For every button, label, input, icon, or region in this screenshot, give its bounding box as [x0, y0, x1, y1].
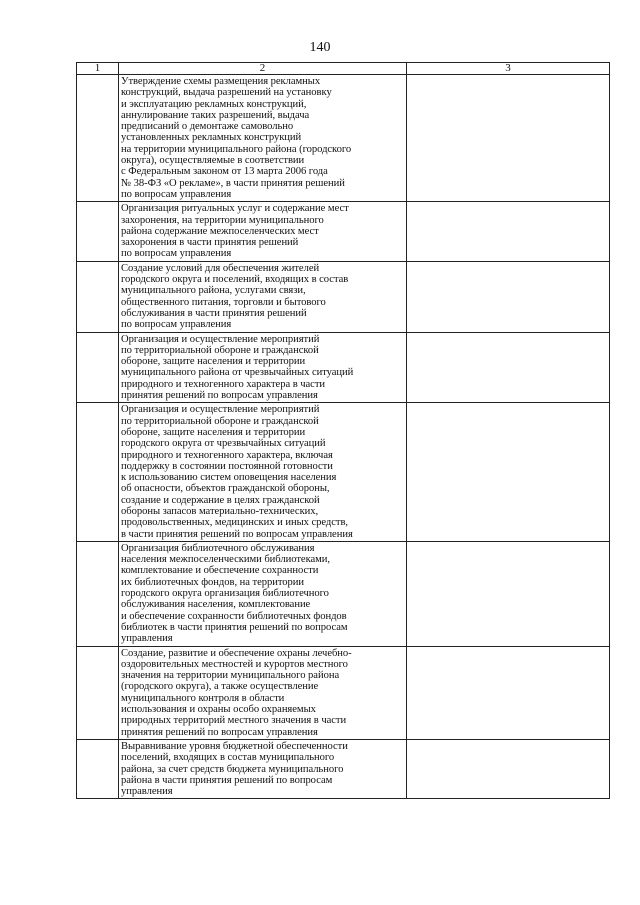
text-line: Выравнивание уровня бюджетной обеспеченности [121, 740, 348, 752]
text-line: района в части принятия решений по вопросам [121, 774, 333, 786]
text-line: Организация и осуществление мероприятий [121, 404, 320, 416]
text-line: обороне, защите населения и территории [121, 426, 306, 438]
table-row [77, 332, 610, 403]
text-line: района содержание межпоселенческих мест [121, 225, 319, 237]
text-line: Создание, развитие и обеспечение охраны лечебно- [121, 647, 352, 659]
text-line: в части принятия решений по вопросам управления [121, 528, 353, 540]
power-description-text [119, 262, 406, 332]
table-row [77, 403, 610, 542]
cell-power-description [119, 202, 407, 261]
text-line: Утверждение схемы размещения рекламных [121, 76, 321, 87]
cell-power-description [119, 332, 407, 403]
column-header-1: 1 [77, 63, 119, 75]
cell-number [77, 332, 119, 403]
text-line: использования и охраны особо охраняемых [121, 704, 316, 716]
text-line: обороне, защите населения и территории [121, 356, 306, 368]
table-row [77, 739, 610, 798]
text-line: городского округа и поселений, входящих в состав [121, 274, 349, 286]
text-line: конструкций, выдача разрешений на установку [121, 87, 332, 99]
cell-power-description [119, 739, 407, 798]
text-line: муниципального района, услугами связи, [121, 285, 306, 297]
text-line: их библиотечных фондов, на территории [121, 576, 305, 588]
text-line: природного и техногенного характера, включая [121, 449, 333, 461]
text-line: с Федеральным законом от 13 марта 2006 года [121, 166, 328, 178]
text-line: создание и содержание в целях гражданской [121, 494, 320, 506]
power-description-text [119, 202, 406, 260]
text-line: № 38-ФЗ «О рекламе», в части принятия решений [121, 177, 345, 189]
cell-number [77, 541, 119, 646]
text-line: установленных рекламных конструкций [121, 132, 302, 144]
text-line: района, за счет средств бюджета муниципального [121, 763, 344, 775]
text-line: обслуживания населения, комплектование [121, 599, 311, 611]
text-line: принятия решений по вопросам управления [121, 726, 318, 738]
text-line: населения межпоселенческими библиотеками, [121, 554, 331, 566]
cell-number [77, 202, 119, 261]
table-row [77, 75, 610, 202]
text-line: продовольственных, медицинских и иных средств, [121, 517, 349, 529]
cell-number [77, 646, 119, 739]
text-line: по территориальной обороне и гражданской [121, 415, 319, 427]
text-line: природных территорий местного значения в части [121, 715, 347, 727]
cell-column-3 [407, 541, 610, 646]
cell-column-3 [407, 261, 610, 332]
text-line: общественного питания, торговли и бытового [121, 296, 326, 308]
table-row [77, 261, 610, 332]
text-line: и обеспечение сохранности библиотечных фондов [121, 610, 347, 622]
table-row [77, 541, 610, 646]
text-line: аннулирование таких разрешений, выдача [121, 109, 310, 121]
text-line: библиотек в части принятия решений по вопросам [121, 621, 348, 633]
cell-column-3 [407, 403, 610, 542]
text-line: городского округа организация библиотечного [121, 588, 329, 600]
text-line: по вопросам управления [121, 319, 232, 331]
cell-column-3 [407, 75, 610, 202]
text-line: управления [121, 633, 173, 645]
table-header-row [77, 63, 610, 75]
cell-power-description [119, 541, 407, 646]
text-line: округа), осуществляемые в соответствии [121, 155, 305, 167]
cell-column-3 [407, 202, 610, 261]
power-description-text [119, 740, 406, 798]
table-row [77, 646, 610, 739]
column-header-2: 2 [119, 63, 407, 75]
cell-column-3 [407, 646, 610, 739]
text-line: значения на территории муниципального района [121, 670, 340, 682]
text-line: управления [121, 786, 173, 798]
text-line: муниципального района от чрезвычайных ситуаций [121, 367, 354, 379]
text-line: по территориальной обороне и гражданской [121, 344, 319, 356]
cell-power-description [119, 646, 407, 739]
text-line: к использованию систем оповещения населения [121, 472, 337, 484]
text-line: поселений, входящих в состав муниципального [121, 752, 335, 764]
text-line: Организация и осуществление мероприятий [121, 333, 320, 345]
text-line: Организация ритуальных услуг и содержание мест [121, 203, 349, 215]
text-line: по вопросам управления [121, 248, 232, 260]
text-line: муниципального контроля в области [121, 692, 285, 704]
text-line: принятия решений по вопросам управления [121, 390, 318, 402]
text-line: природного и техногенного характера в части [121, 378, 326, 390]
page-number: 140 [309, 40, 331, 55]
column-header-3: 3 [407, 63, 610, 75]
text-line: оздоровительных местностей и курортов местного [121, 658, 348, 670]
cell-power-description [119, 261, 407, 332]
cell-power-description [119, 403, 407, 542]
table-body [77, 63, 610, 799]
cell-number [77, 261, 119, 332]
text-line: обороны запасов материально-технических, [121, 505, 319, 517]
cell-power-description [119, 75, 407, 202]
text-line: городского округа от чрезвычайных ситуаций [121, 438, 326, 450]
power-description-text [119, 75, 406, 201]
text-line: Организация библиотечного обслуживания [121, 542, 315, 554]
text-line: об опасности, объектов гражданской обороны, [121, 483, 330, 495]
table-row [77, 202, 610, 261]
text-line: захоронения в части принятия решений [121, 237, 299, 249]
text-line: по вопросам управления [121, 188, 232, 200]
text-line: обслуживания в части принятия решений [121, 307, 307, 319]
powers-table [76, 62, 610, 799]
cell-number [77, 403, 119, 542]
text-line: поддержку в состоянии постоянной готовности [121, 460, 333, 472]
cell-column-3 [407, 739, 610, 798]
text-line: комплектование и обеспечение сохранности [121, 565, 319, 577]
power-description-text [119, 403, 406, 541]
text-line: и эксплуатацию рекламных конструкций, [121, 98, 307, 110]
text-line: на территории муниципального района (городского [121, 143, 352, 155]
text-line: захоронения, на территории муниципального [121, 214, 324, 226]
power-description-text [119, 647, 406, 739]
text-line: предписаний о демонтаже самовольно [121, 121, 294, 133]
power-description-text [119, 542, 406, 646]
text-line: (городского округа), а также осуществление [121, 681, 319, 693]
cell-number [77, 75, 119, 202]
cell-number [77, 739, 119, 798]
text-line: Создание условий для обеспечения жителей [121, 262, 320, 274]
cell-column-3 [407, 332, 610, 403]
power-description-text [119, 333, 406, 403]
